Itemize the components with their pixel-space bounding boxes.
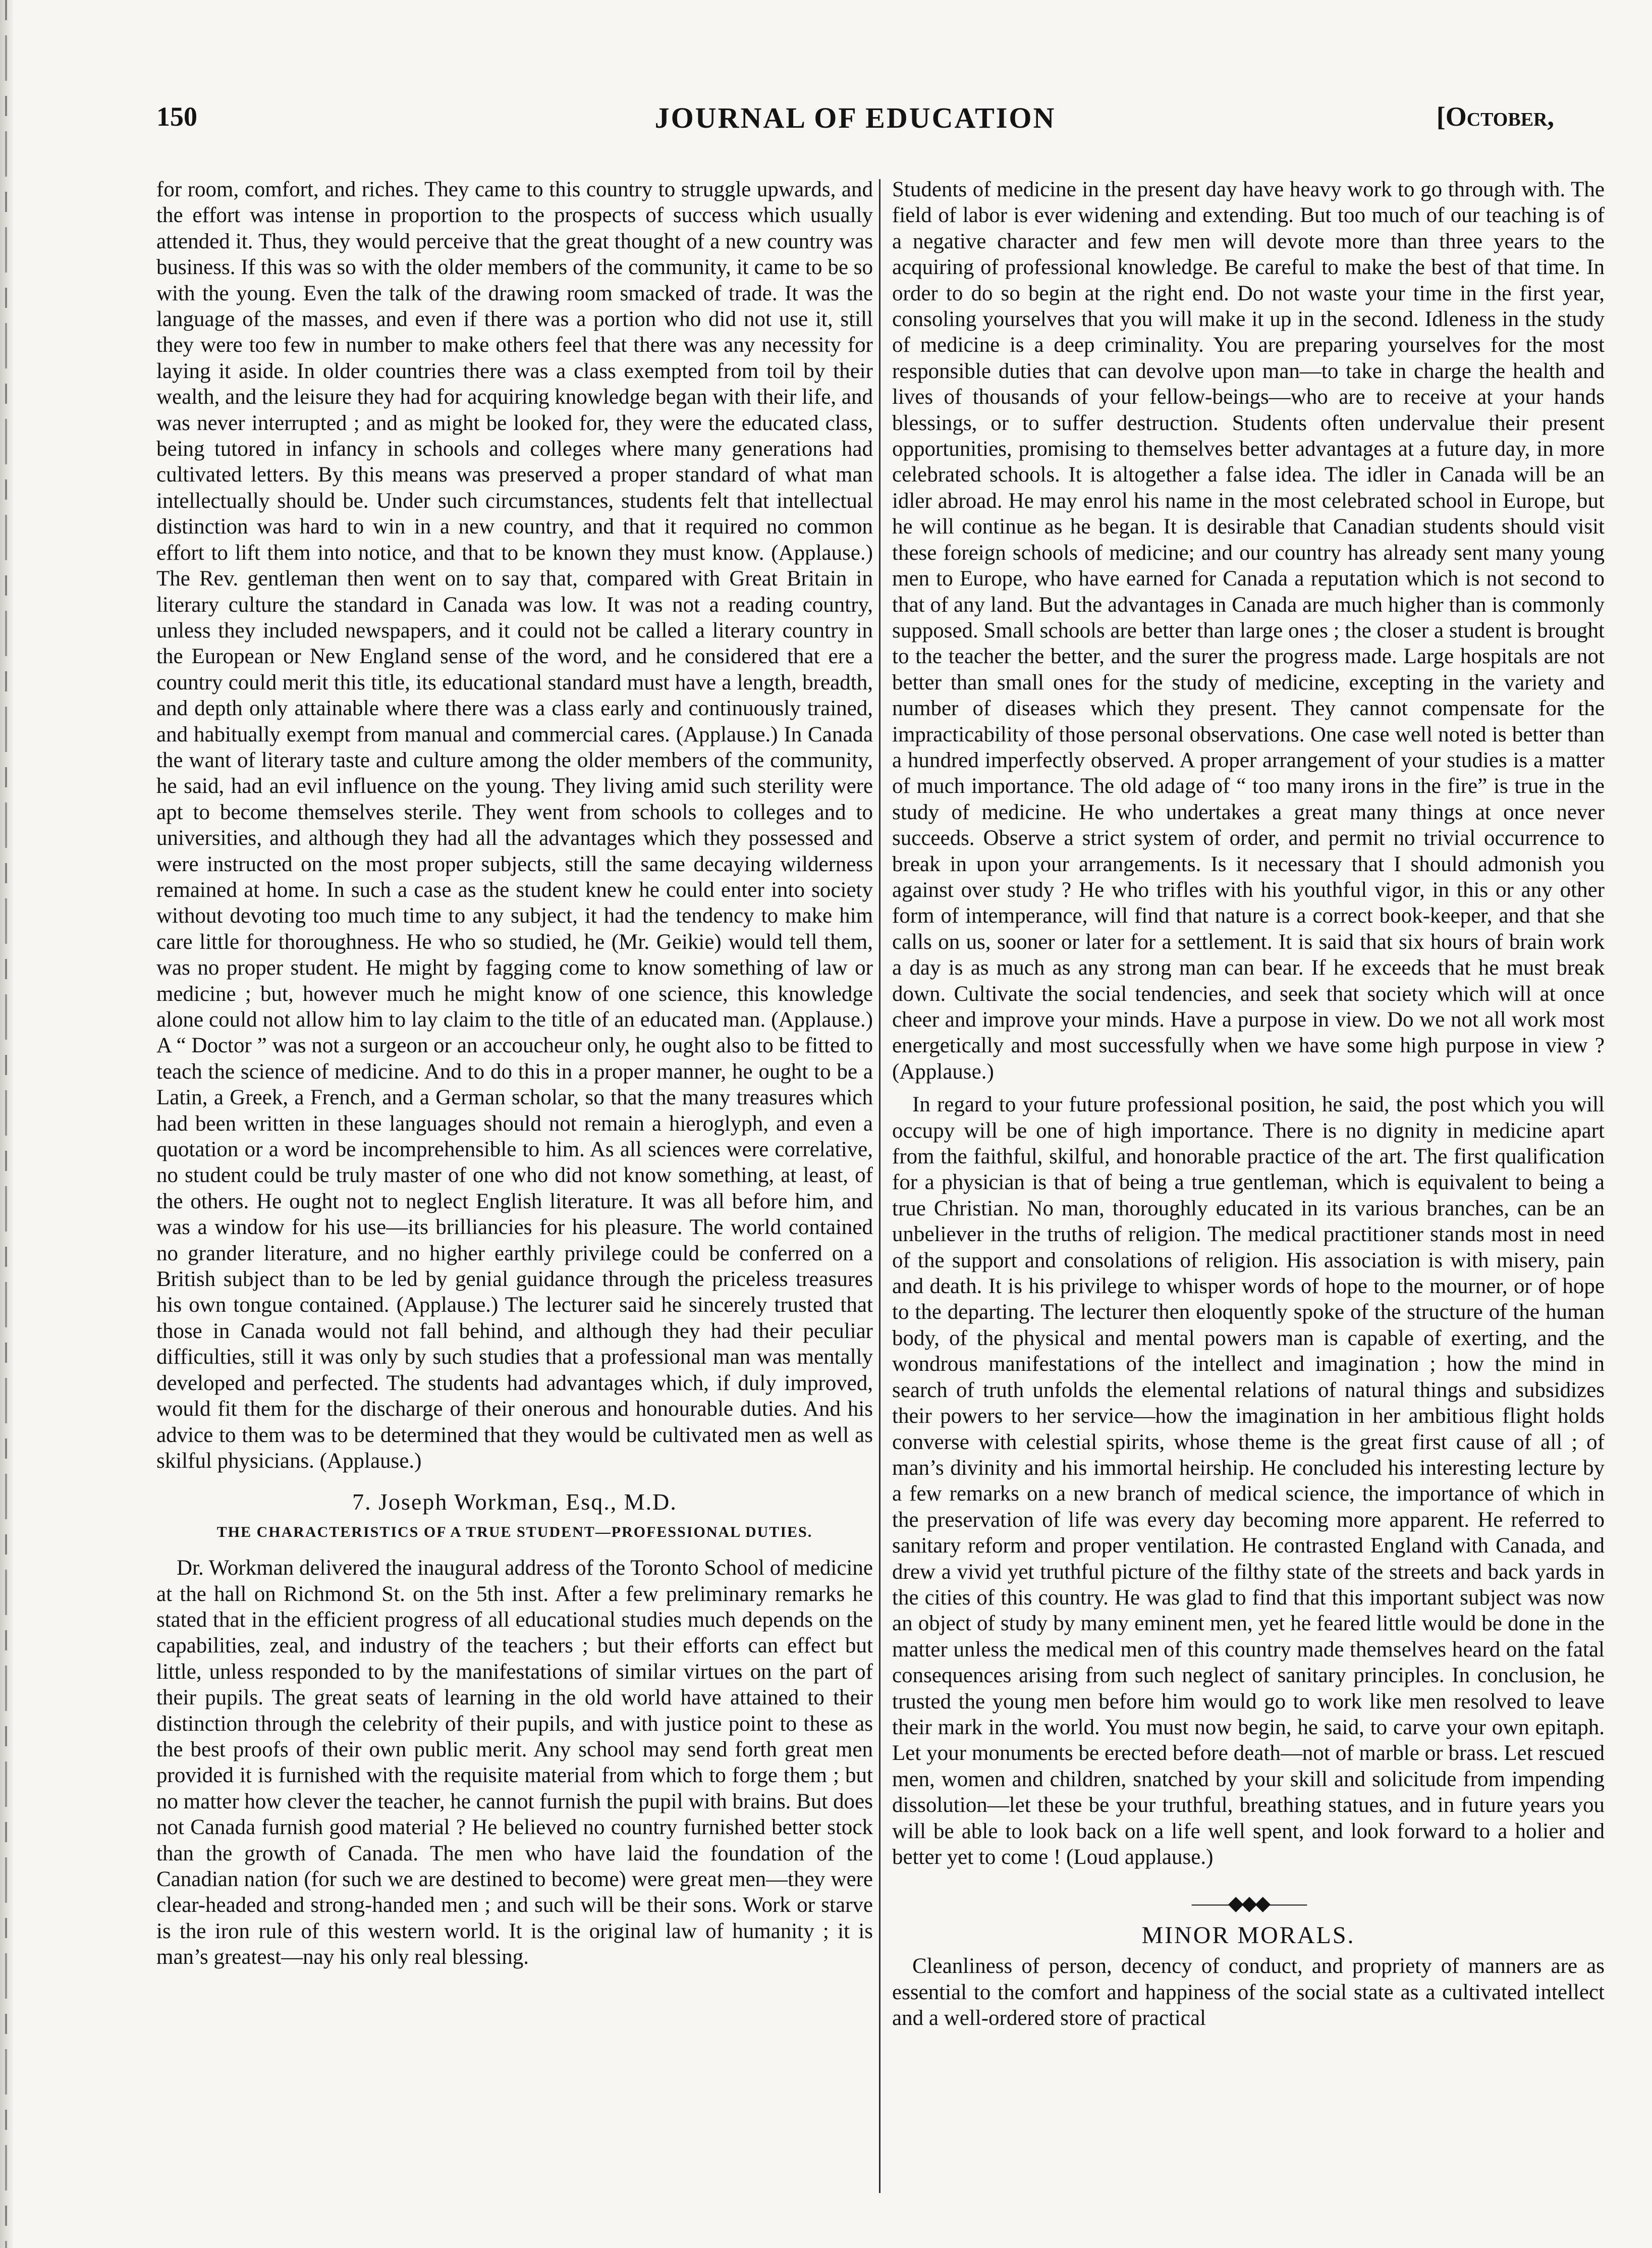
right-column [878, 177, 1605, 2175]
page-number: 150 [156, 101, 197, 132]
section-ornament-divider: ——◆◆◆—— [1191, 1892, 1305, 1915]
issue-month: [October, [1436, 101, 1554, 132]
right-paragraph-students: Students of medicine in the present day have heavy work to go through with. The field of labor is ever widening and extending. But too much of our teaching is of a negative character and few men will devote more than three years to the acquiring of professional knowledge. Be careful to make the best of that time. In order to do so begin at the right end. Do not waste your time in the first year, consoling yourselves that you will make it up in the second. Idleness in the study of medicine is a deep criminality. You are preparing yourselves for the most responsible duties that can devolve upon man—to take in charge the health and lives of thousands of your fellow-beings—who are to receive at your hands blessings, or to suffer destruction. Students often undervalue their present opportunities, promising to themselves better advantages at a future day, in more celebrated schools. It is altogether a false idea. The idler in Canada will be an idler abroad. He may enrol his name in the most celebrated school in Europe, but he will continue as he began. It is desirable that Canadian students should visit these foreign schools of medicine; and our country has already sent many young men to Europe, who have earned for Canada a reputation which is not second to that of any land. But the advantages in Canada are much higher than is commonly supposed. Small schools are better than large ones ; the closer a student is brought to the teacher the better, and the surer the progress made. Large hospitals are not better than small ones for the study of medicine, excepting in the variety and number of diseases which they present. They cannot compensate for the impracticability of those personal observations. One case well noted is better than a hundred imperfectly observed. A proper arrangement of your studies is a matter of much importance. The old adage of “ too many irons in the fire” is true in the study of medicine. He who undertakes a great many things at once never succeeds. Observe a strict system of order, and permit no trivial occurrence to break in upon your arrangements. Is it necessary that I should admonish you against over study ? He who trifles with his youthful vigor, in this or any other form of intemperance, will find that nature is a correct book-keeper, and that she calls on us, sooner or later for a settlement. It is said that six hours of brain work a day is as much as any strong man can bear. If he exceeds that he must break down. Cultivate the social tendencies, and seek that society which will at once cheer and improve your minds. Have a purpose in view. Do we not all work most energetically and most successfully when we have some high purpose in view ? (Applause.) [892, 178, 1605, 1084]
journal-title: JOURNAL OF EDUCATION [654, 101, 1056, 134]
left-paragraph-continuation: for room, comfort, and riches. They came to this country to struggle upwards, and the effort was intense in proportion to the prospects of success which usually attended it. Thus, they would perceive that the great thought of a new country was business. If this was so with the older members of the community, it came to be so with the young. Even the talk of the drawing room smacked of trade. It was the language of the masses, and even if there was a portion who did not use it, still they were too few in number to make others feel that there was any necessity for laying it aside. In older countries there was a class exempted from toil by their wealth, and the leisure they had for acquiring knowledge began with their life, and was never interrupted ; and as might be looked for, they were the educated class, being tutored in infancy in schools and colleges where many generations had cultivated letters. By this means was preserved a proper standard of what man intellectually should be. Under such circumstances, students felt that intellectual distinction was hard to win in a new country, and that it required no common effort to lift them into notice, and that to be known they must know. (Applause.) The Rev. gentleman then went on to say that, compared with Great Britain in literary culture the standard in Canada was low. It was not a reading country, unless they included newspapers, and it could not be called a literary country in the European or New England sense of the word, and he considered that ere a country could merit this title, its educational standard must have a length, breadth, and depth only attainable where there was a class early and continuously trained, and habitually exempt from manual and commercial cares. (Applause.) In Canada the want of literary taste and culture among the older members of the community, he said, had an evil influence on the young. They living amid such sterility were apt to become themselves sterile. They went from schools to colleges and to universities, and although they had all the advantages which they possessed and were instructed on the most proper subjects, still the same decaying wilderness remained at home. In such a case as the student knew he could enter into society without devoting too much time to any subject, it had the tendency to make him care little for thoroughness. He who so studied, he (Mr. Geikie) would tell them, was no proper student. He might by fagging come to know something of law or medicine ; but, however much he might know of one science, this knowledge alone could not allow him to lay claim to the title of an educated man. (Applause.) A “ Doctor ” was not a surgeon or an accoucheur only, he ought also to be fitted to teach the science of medicine. And to do this in a proper manner, he ought to be a Latin, a Greek, a French, and a German scholar, so that the many treasures which had been written in these languages should not remain a hieroglyph, and even a quotation or a word be incomprehensible to him. As all sciences were correlative, no student could be truly master of one who did not know something, at least, of the others. He ought not to neglect English literature. It was all before him, and was a window for his use—its brilliancies for his pleasure. The world contained no grander literature, and no higher earthly privilege could be conferred on a British subject than to be led by genial guidance through the priceless treasures his own tongue contained. (Applause.) The lecturer said he sincerely trusted that those in Canada would not fall behind, and although they had their peculiar difficulties, still it was only by such studies that a professional man was mentally developed and perfected. The students had advantages which, if duly improved, would fit them for the discharge of their onerous and honourable duties. And his advice to them was to be determined that they would be cultivated men as well as skilful physicians. (Applause.) [156, 178, 873, 1473]
page-binding-edge [0, 0, 13, 2248]
section-heading-workman: 7. Joseph Workman, Esq., M.D. [352, 1489, 677, 1515]
left-paragraph-workman: Dr. Workman delivered the inaugural address of the Toronto School of medicine at the hall on Richmond St. on the 5th inst. After a few preliminary remarks he stated that in the efficient progress of all educational studies much depends on the capabilities, zeal, and industry of the teachers ; but their efforts can effect but little, unless responded to by the manifestations of similar virtues on the part of their pupils. The great seats of learning in the old world have attained to their distinction through the celebrity of their pupils, and with justice point to these as the best proofs of their own public merit. Any school may send forth great men provided it is furnished with the requisite material from which to forge them ; but no matter how clever the teacher, he cannot furnish the pupil with brains. But does not Canada furnish good material ? He believed no country furnished better stock than the growth of Canada. The men who have laid the foundation of the Canadian nation (for such we are destined to become) were great men—they were clear-headed and strong-handed men ; and such will be their sons. Work or starve is the iron rule of this western world. It is the original law of humanity ; it is man’s greatest—nay his only real blessing. [156, 1556, 873, 1969]
section-heading-minor-morals: MINOR MORALS. [1141, 1921, 1355, 1949]
section-subheading-workman: THE CHARACTERISTICS OF A TRUE STUDENT—PROFESSIONAL DUTIES. [216, 1523, 813, 1540]
right-paragraph-minor-morals: Cleanliness of person, decency of conduct, and propriety of manners are as essential to the comfort and happiness of the social state as a cultivated intellect and a well-ordered store of practical [892, 1954, 1605, 2030]
page-header [156, 101, 1554, 146]
right-paragraph-professional-position: In regard to your future professional position, he said, the post which you will occupy will be one of high importance. There is no dignity in medicine apart from the faithful, skilful, and honorable practice of the art. The first qualification for a physician is that of being a true gentleman, which is equivalent to being a true Christian. No man, thoroughly educated in its various branches, can be an unbeliever in the truths of religion. The medical practitioner stands most in need of the support and consolations of religion. His association is with misery, pain and death. It is his privilege to whisper words of hope to the mourner, or of hope to the departing. The lecturer then eloquently spoke of the structure of the human body, of the physical and mental powers man is capable of exerting, and the wondrous manifestations of the intellect and imagination ; how the mind in search of truth unfolds the elemental relations of natural things and subsidizes their powers to her service—how the imagination in her ambitious flight holds converse with celestial spirits, whose theme is the great first cause of all ; of man’s divinity and his immortal heirship. He concluded his interesting lecture by a few remarks on a new branch of medical science, the importance of which in the preservation of life was every day becoming more apparent. He referred to sanitary reform and proper ventilation. He contrasted England with Canada, and drew a vivid yet truthful picture of the filthy state of the streets and back yards in the cities of this country. He was glad to find that this important subject was now an object of study by many eminent men, yet he feared little would be done in the matter unless the medical men of this country made themselves heard on the fatal consequences arising from such neglect of sanitary principles. In conclusion, he trusted the young men before him would go to work like men resolved to leave their mark in the world. You must now begin, he said, to carve your own epitaph. Let your monuments be erected before death—not of marble or brass. Let rescued men, women and children, snatched by your skill and solicitude from impending dissolution—let these be your truthful, breathing statues, and in future years you will be able to look back on a life well spent, and look forward to a holier and better yet to come ! (Loud applause.) [892, 1093, 1605, 1869]
left-column [156, 177, 873, 2175]
